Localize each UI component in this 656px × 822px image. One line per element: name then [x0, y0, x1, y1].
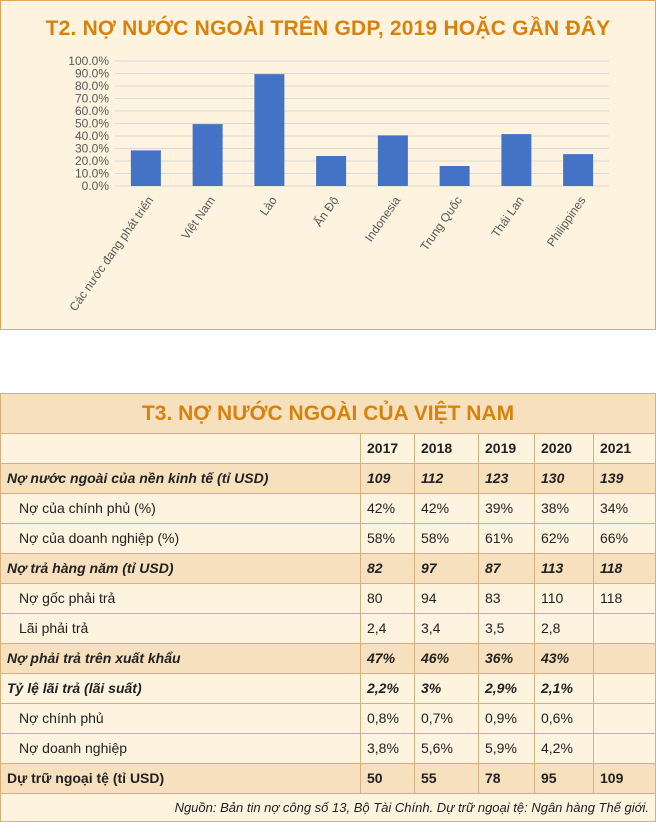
y-tick-label: 10.0% [74, 166, 109, 181]
chart-title: T2. NỢ NƯỚC NGOÀI TRÊN GDP, 2019 HOẶC GẦN ĐÂY [45, 17, 611, 40]
table-row [1, 524, 656, 554]
table-cell: 0,6% [535, 704, 594, 734]
table-cell: 123 [479, 464, 535, 494]
table-cell [594, 704, 656, 734]
table-body [1, 394, 656, 822]
table-cell: 34% [594, 494, 656, 524]
table-row [1, 734, 656, 764]
table-cell: 46% [415, 644, 479, 674]
row-label: Nợ nước ngoài của nền kinh tế (tỉ USD) [1, 464, 361, 494]
table-cell: 2,1% [535, 674, 594, 704]
table-cell: 3,5 [479, 614, 535, 644]
table-title: T3. NỢ NƯỚC NGOÀI CỦA VIỆT NAM [1, 394, 656, 434]
table-row [1, 614, 656, 644]
table-cell: 94 [415, 584, 479, 614]
table-cell: 95 [535, 764, 594, 794]
bar [193, 124, 223, 186]
table-cell: 38% [535, 494, 594, 524]
x-category-label: Việt Nam [178, 193, 219, 242]
x-category-label: Trung Quốc [417, 193, 466, 254]
table-cell: 83 [479, 584, 535, 614]
source-row [1, 794, 656, 822]
row-label: Nợ của doanh nghiệp (%) [1, 524, 361, 554]
table-cell: 3,4 [415, 614, 479, 644]
row-label: Dự trữ ngoại tệ (tỉ USD) [1, 764, 361, 794]
table-cell: 2,4 [361, 614, 415, 644]
table-cell: 47% [361, 644, 415, 674]
table-cell: 110 [535, 584, 594, 614]
table-cell: 130 [535, 464, 594, 494]
bar [378, 135, 408, 186]
table-cell: 55 [415, 764, 479, 794]
external-debt-table [0, 393, 656, 822]
table-cell: 5,9% [479, 734, 535, 764]
table-title-row [1, 394, 656, 434]
table-row [1, 764, 656, 794]
y-tick-label: 0.0% [81, 179, 109, 193]
table-row [1, 584, 656, 614]
table-cell: 58% [361, 524, 415, 554]
table-cell: 80 [361, 584, 415, 614]
x-category-label: Indonesia [362, 193, 404, 245]
table-cell: 113 [535, 554, 594, 584]
table-cell: 139 [594, 464, 656, 494]
table-cell: 112 [415, 464, 479, 494]
bar [316, 156, 346, 186]
row-label: Nợ trả hàng năm (tỉ USD) [1, 554, 361, 584]
table-cell: 0,7% [415, 704, 479, 734]
x-category-label: Lào [256, 193, 280, 219]
table-cell: 2,2% [361, 674, 415, 704]
table-row [1, 554, 656, 584]
table-cell: 58% [415, 524, 479, 554]
row-label: Lãi phải trả [1, 614, 361, 644]
row-label: Nợ gốc phải trả [1, 584, 361, 614]
table-cell: 3,8% [361, 734, 415, 764]
year-header: 2021 [594, 434, 656, 464]
table-cell: 118 [594, 584, 656, 614]
y-tick-label: 30.0% [74, 141, 109, 156]
table-cell: 78 [479, 764, 535, 794]
year-header: 2020 [535, 434, 594, 464]
table-cell: 43% [535, 644, 594, 674]
row-label: Tỷ lệ lãi trả (lãi suất) [1, 674, 361, 704]
bar [501, 134, 531, 186]
x-category-label: Philippines [543, 193, 589, 250]
table-row [1, 464, 656, 494]
x-category-label: Ấn Độ [310, 193, 342, 230]
year-header: 2017 [361, 434, 415, 464]
table-cell: 118 [594, 554, 656, 584]
source-note: Nguồn: Bản tin nợ công số 13, Bộ Tài Chính. Dự trữ ngoại tệ: Ngân hàng Thế giới. [1, 794, 656, 822]
bar [131, 150, 161, 186]
bar [563, 154, 593, 186]
y-tick-label: 40.0% [74, 129, 109, 143]
y-tick-label: 20.0% [74, 154, 109, 168]
table-cell: 87 [479, 554, 535, 584]
table-cell: 42% [415, 494, 479, 524]
table-cell: 3% [415, 674, 479, 704]
table-cell: 42% [361, 494, 415, 524]
table-header-row [1, 434, 656, 464]
y-tick-label: 90.0% [74, 66, 109, 81]
x-category-label: Các nước đang phát triển [66, 193, 157, 314]
y-tick-label: 100.0% [68, 54, 109, 68]
y-tick-label: 80.0% [74, 79, 109, 93]
y-tick-label: 60.0% [74, 104, 109, 118]
table-cell: 109 [361, 464, 415, 494]
table-cell [594, 734, 656, 764]
year-header: 2018 [415, 434, 479, 464]
table-row [1, 644, 656, 674]
table-row [1, 674, 656, 704]
table-row [1, 494, 656, 524]
header-blank-cell [1, 434, 361, 464]
bar [440, 166, 470, 186]
chart-panel [0, 0, 656, 330]
table-cell: 4,2% [535, 734, 594, 764]
row-label: Nợ chính phủ [1, 704, 361, 734]
table-cell: 97 [415, 554, 479, 584]
table-cell: 5,6% [415, 734, 479, 764]
table-cell [594, 644, 656, 674]
table-cell: 66% [594, 524, 656, 554]
table-cell: 39% [479, 494, 535, 524]
table-cell [594, 614, 656, 644]
external-debt-table-section [0, 393, 656, 822]
x-category-label: Thái Lan [488, 193, 527, 240]
table-cell: 62% [535, 524, 594, 554]
y-tick-label: 50.0% [74, 116, 109, 131]
year-header: 2019 [479, 434, 535, 464]
table-cell: 36% [479, 644, 535, 674]
table-cell: 2,8 [535, 614, 594, 644]
table-cell [594, 674, 656, 704]
table-cell: 61% [479, 524, 535, 554]
row-label: Nợ của chính phủ (%) [1, 494, 361, 524]
y-tick-label: 70.0% [74, 91, 109, 106]
table-cell: 50 [361, 764, 415, 794]
table-cell: 0,8% [361, 704, 415, 734]
table-cell: 109 [594, 764, 656, 794]
table-row [1, 704, 656, 734]
bar-chart [1, 1, 655, 329]
row-label: Nợ phải trả trên xuất khẩu [1, 644, 361, 674]
table-cell: 0,9% [479, 704, 535, 734]
bar [254, 74, 284, 186]
row-label: Nợ doanh nghiệp [1, 734, 361, 764]
table-cell: 2,9% [479, 674, 535, 704]
table-cell: 82 [361, 554, 415, 584]
